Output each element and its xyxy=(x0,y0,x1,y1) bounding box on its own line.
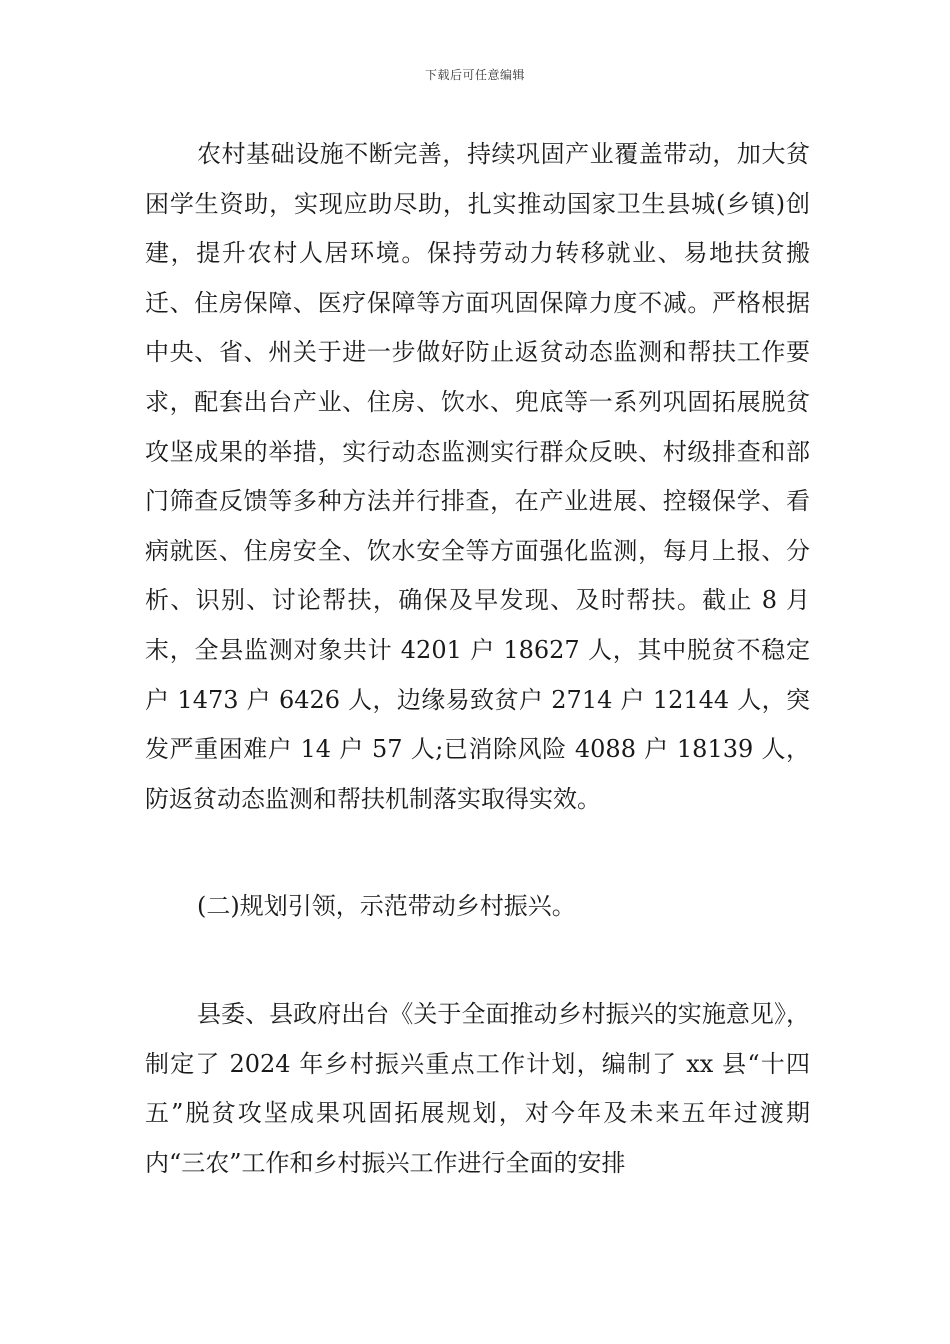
document-body xyxy=(145,130,810,1188)
body-paragraph: 县委、县政府出台《关于全面推动乡村振兴的实施意见》，制定了 2024 年乡村振兴重点工作计划，编制了 xx 县“十四五”脱贫攻坚成果巩固拓展规划，对今年及未来五年过渡期内“三农”工作和乡村振兴工作进行全面的安排 xyxy=(145,999,810,1177)
section-heading: (二)规划引领，示范带动乡村振兴。 xyxy=(197,892,576,921)
body-paragraph: 农村基础设施不断完善，持续巩固产业覆盖带动，加大贫困学生资助，实现应助尽助，扎实推动国家卫生县城(乡镇)创建，提升农村人居环境。保持劳动力转移就业、易地扶贫搬迁、住房保障、医疗保障等方面巩固保障力度不减。严格根据中央、省、州关于进一步做好防止返贫动态监测和帮扶工作要求，配套出台产业、住房、饮水、兜底等一系列巩固拓展脱贫攻坚成果的举措，实行动态监测实行群众反映、村级排查和部门筛查反馈等多种方法并行排查，在产业进展、控辍保学、看病就医、住房安全、饮水安全等方面强化监测，每月上报、分析、识别、讨论帮扶，确保及早发现、及时帮扶。截止 8 月末，全县监测对象共计 4201 户 18627 人，其中脱贫不稳定户 1473 户 6426 人，边缘易致贫户 2714 户 12144 人，突发严重困难户 14 户 57 人;已消除风险 4088 户 18139 人，防返贫动态监测和帮扶机制落实取得实效。 xyxy=(145,140,810,813)
header-note: 下载后可任意编辑 xyxy=(424,68,525,82)
